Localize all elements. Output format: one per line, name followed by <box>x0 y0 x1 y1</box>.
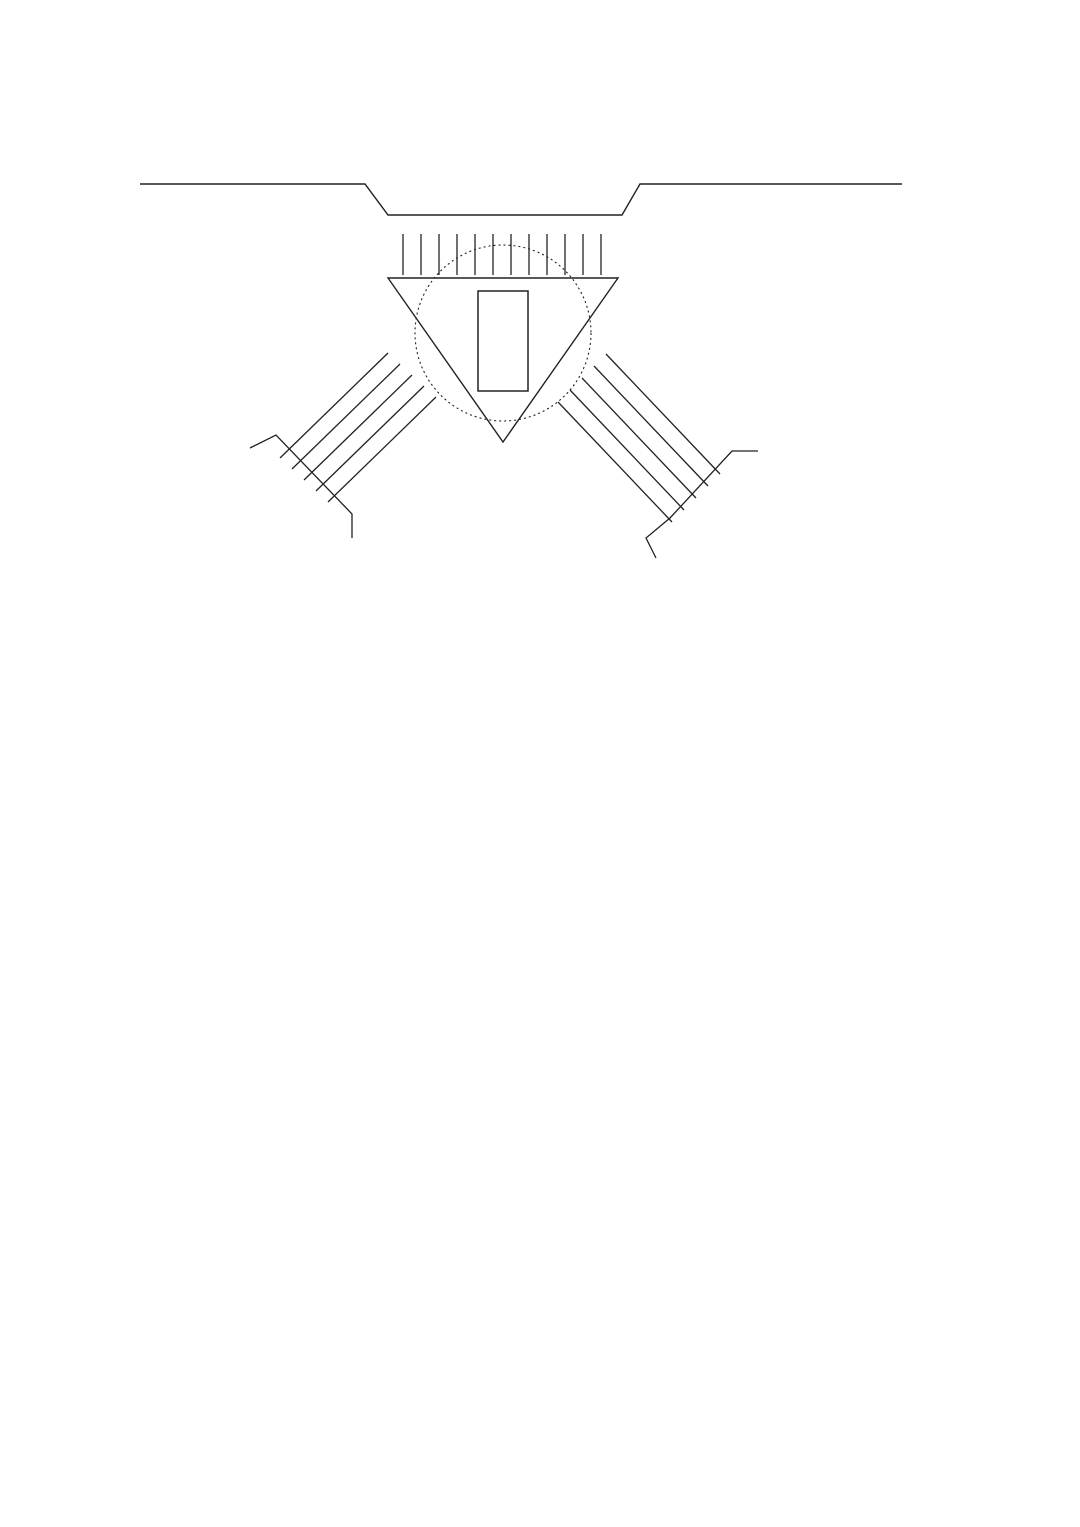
sign-box <box>478 291 528 391</box>
organon-model-diagram <box>130 168 920 563</box>
top-frame-left <box>140 184 902 215</box>
sender-expression-lines <box>250 353 436 538</box>
section-heading <box>160 128 193 154</box>
representation-lines <box>403 234 601 275</box>
organon-triangle <box>388 278 618 442</box>
receiver-appeal-lines <box>558 354 758 558</box>
